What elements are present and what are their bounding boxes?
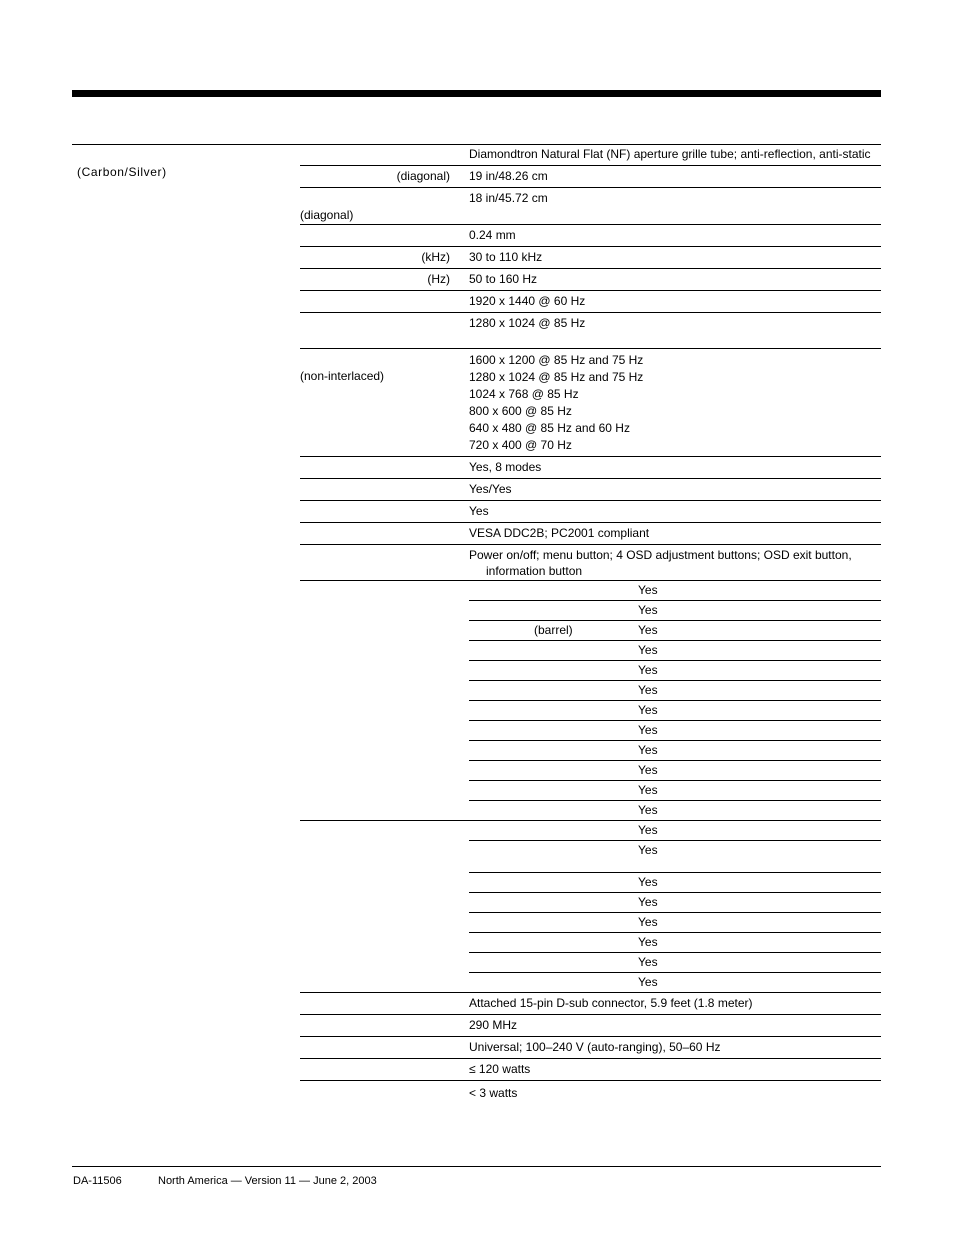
spec-value: Universal; 100–240 V (auto-ranging), 50–60 Hz: [469, 1040, 721, 1054]
spec-row-viewable-size: [300, 188, 881, 225]
spec-row-energy: [300, 501, 881, 523]
spec-row-plug-play: [300, 479, 881, 501]
osd-row: [469, 721, 881, 741]
feature-row: [469, 893, 881, 913]
feature-yes: Yes: [638, 955, 658, 969]
preset-mode: 640 x 480 @ 85 Hz and 60 Hz: [469, 421, 630, 435]
spec-value: Yes, 8 modes: [469, 460, 542, 474]
spec-row-power-supply: [300, 1037, 881, 1059]
osd-row: [469, 601, 881, 621]
model-color-label: (Carbon/Silver): [77, 165, 167, 179]
spec-value: 30 to 110 kHz: [469, 250, 543, 264]
spec-value: < 3 watts: [469, 1086, 518, 1100]
preset-mode: 800 x 600 @ 85 Hz: [469, 404, 572, 418]
spec-value: [469, 545, 881, 580]
feature-row: [469, 973, 881, 992]
spec-value: VESA DDC2B; PC2001 compliant: [469, 526, 650, 540]
spec-row-vertical-scan: [300, 269, 881, 291]
osd-row: [469, 801, 881, 820]
feature-row: [469, 873, 881, 893]
osd-controls-group: [300, 581, 881, 821]
feature-yes: Yes: [638, 843, 658, 857]
osd-yes: Yes: [638, 743, 658, 757]
preset-mode: 1024 x 768 @ 85 Hz: [469, 387, 579, 401]
preset-mode: 1600 x 1200 @ 85 Hz and 75 Hz: [469, 353, 644, 367]
feature-row: [469, 841, 881, 873]
osd-yes: Yes: [638, 583, 658, 597]
spec-value: Yes/Yes: [469, 482, 512, 496]
spec-row-preset-modes: [300, 349, 881, 457]
spec-value: ≤ 120 watts: [469, 1062, 531, 1076]
preset-mode: 720 x 400 @ 70 Hz: [469, 438, 572, 452]
feature-yes: Yes: [638, 875, 658, 889]
footer-rule: [72, 1166, 881, 1167]
preset-mode: 1280 x 1024 @ 85 Hz and 75 Hz: [469, 370, 644, 384]
osd-yes: Yes: [638, 623, 658, 637]
osd-label: (barrel): [534, 623, 573, 637]
spec-label: (non-interlaced): [300, 369, 385, 383]
feature-yes: Yes: [638, 935, 658, 949]
osd-yes: Yes: [638, 803, 658, 817]
spec-row-power-consumption: [300, 1059, 881, 1081]
footer-doc-id: DA-11506: [73, 1175, 122, 1187]
spec-value: 1920 x 1440 @ 60 Hz: [469, 294, 586, 308]
feature-row: [469, 821, 881, 841]
osd-row: [469, 661, 881, 681]
feature-row: [469, 953, 881, 973]
feature-yes: Yes: [638, 915, 658, 929]
osd-row: [469, 701, 881, 721]
osd-row: [469, 581, 881, 601]
feature-yes: Yes: [638, 975, 658, 989]
spec-value: 0.24 mm: [469, 228, 516, 242]
spec-value: 19 in/48.26 cm: [469, 169, 548, 183]
osd-yes: Yes: [638, 723, 658, 737]
osd-row: [469, 621, 881, 641]
osd-row: [469, 681, 881, 701]
spec-row-ddc: [300, 523, 881, 545]
osd-yes: Yes: [638, 703, 658, 717]
osd-row: [469, 761, 881, 781]
spec-label: (kHz): [421, 250, 450, 264]
spec-value: 50 to 160 Hz: [469, 272, 538, 286]
spec-row-tube: [300, 144, 881, 166]
feature-yes: Yes: [638, 895, 658, 909]
osd-features-group: [300, 821, 881, 993]
spec-row-user-modes: [300, 457, 881, 479]
spec-row-controls: [300, 545, 881, 581]
spec-row-max-resolution: [300, 291, 881, 313]
feature-row: [469, 933, 881, 953]
osd-yes: Yes: [638, 683, 658, 697]
osd-yes: Yes: [638, 663, 658, 677]
spec-value: Attached 15-pin D-sub connector, 5.9 feet (1.8 meter): [469, 996, 753, 1010]
osd-row: [469, 641, 881, 661]
spec-row-cable: [300, 993, 881, 1015]
spec-value: 1280 x 1024 @ 85 Hz: [469, 316, 586, 330]
spec-label: (diagonal): [396, 169, 450, 183]
feature-row: [469, 913, 881, 933]
controls-line-2: information button: [486, 564, 583, 578]
osd-yes: Yes: [638, 783, 658, 797]
osd-yes: Yes: [638, 643, 658, 657]
spec-row-standby-power: [300, 1081, 881, 1104]
osd-row: [469, 741, 881, 761]
spec-label: (diagonal): [300, 208, 354, 222]
spec-row-bandwidth: [300, 1015, 881, 1037]
spec-row-recommended-resolution: [300, 313, 881, 349]
osd-yes: Yes: [638, 603, 658, 617]
header-bar: [72, 90, 881, 97]
spec-row-pitch: [300, 225, 881, 247]
osd-row: [469, 781, 881, 801]
spec-row-screen-size: [300, 166, 881, 188]
spec-value: 290 MHz: [469, 1018, 518, 1032]
spec-value-list: [469, 349, 881, 456]
spec-row-horizontal-scan: [300, 247, 881, 269]
footer-version: North America — Version 11 — June 2, 2003: [158, 1175, 377, 1187]
spec-value: 18 in/45.72 cm: [469, 191, 548, 205]
osd-yes: Yes: [638, 763, 658, 777]
feature-yes: Yes: [638, 823, 658, 837]
controls-line-1: Power on/off; menu button; 4 OSD adjustment buttons; OSD exit button,: [469, 548, 852, 562]
spec-value: Yes: [469, 504, 489, 518]
spec-label: (Hz): [427, 272, 450, 286]
spec-table: [300, 144, 881, 1104]
spec-value: Diamondtron Natural Flat (NF) aperture grille tube; anti-reflection, anti-static: [469, 147, 871, 161]
